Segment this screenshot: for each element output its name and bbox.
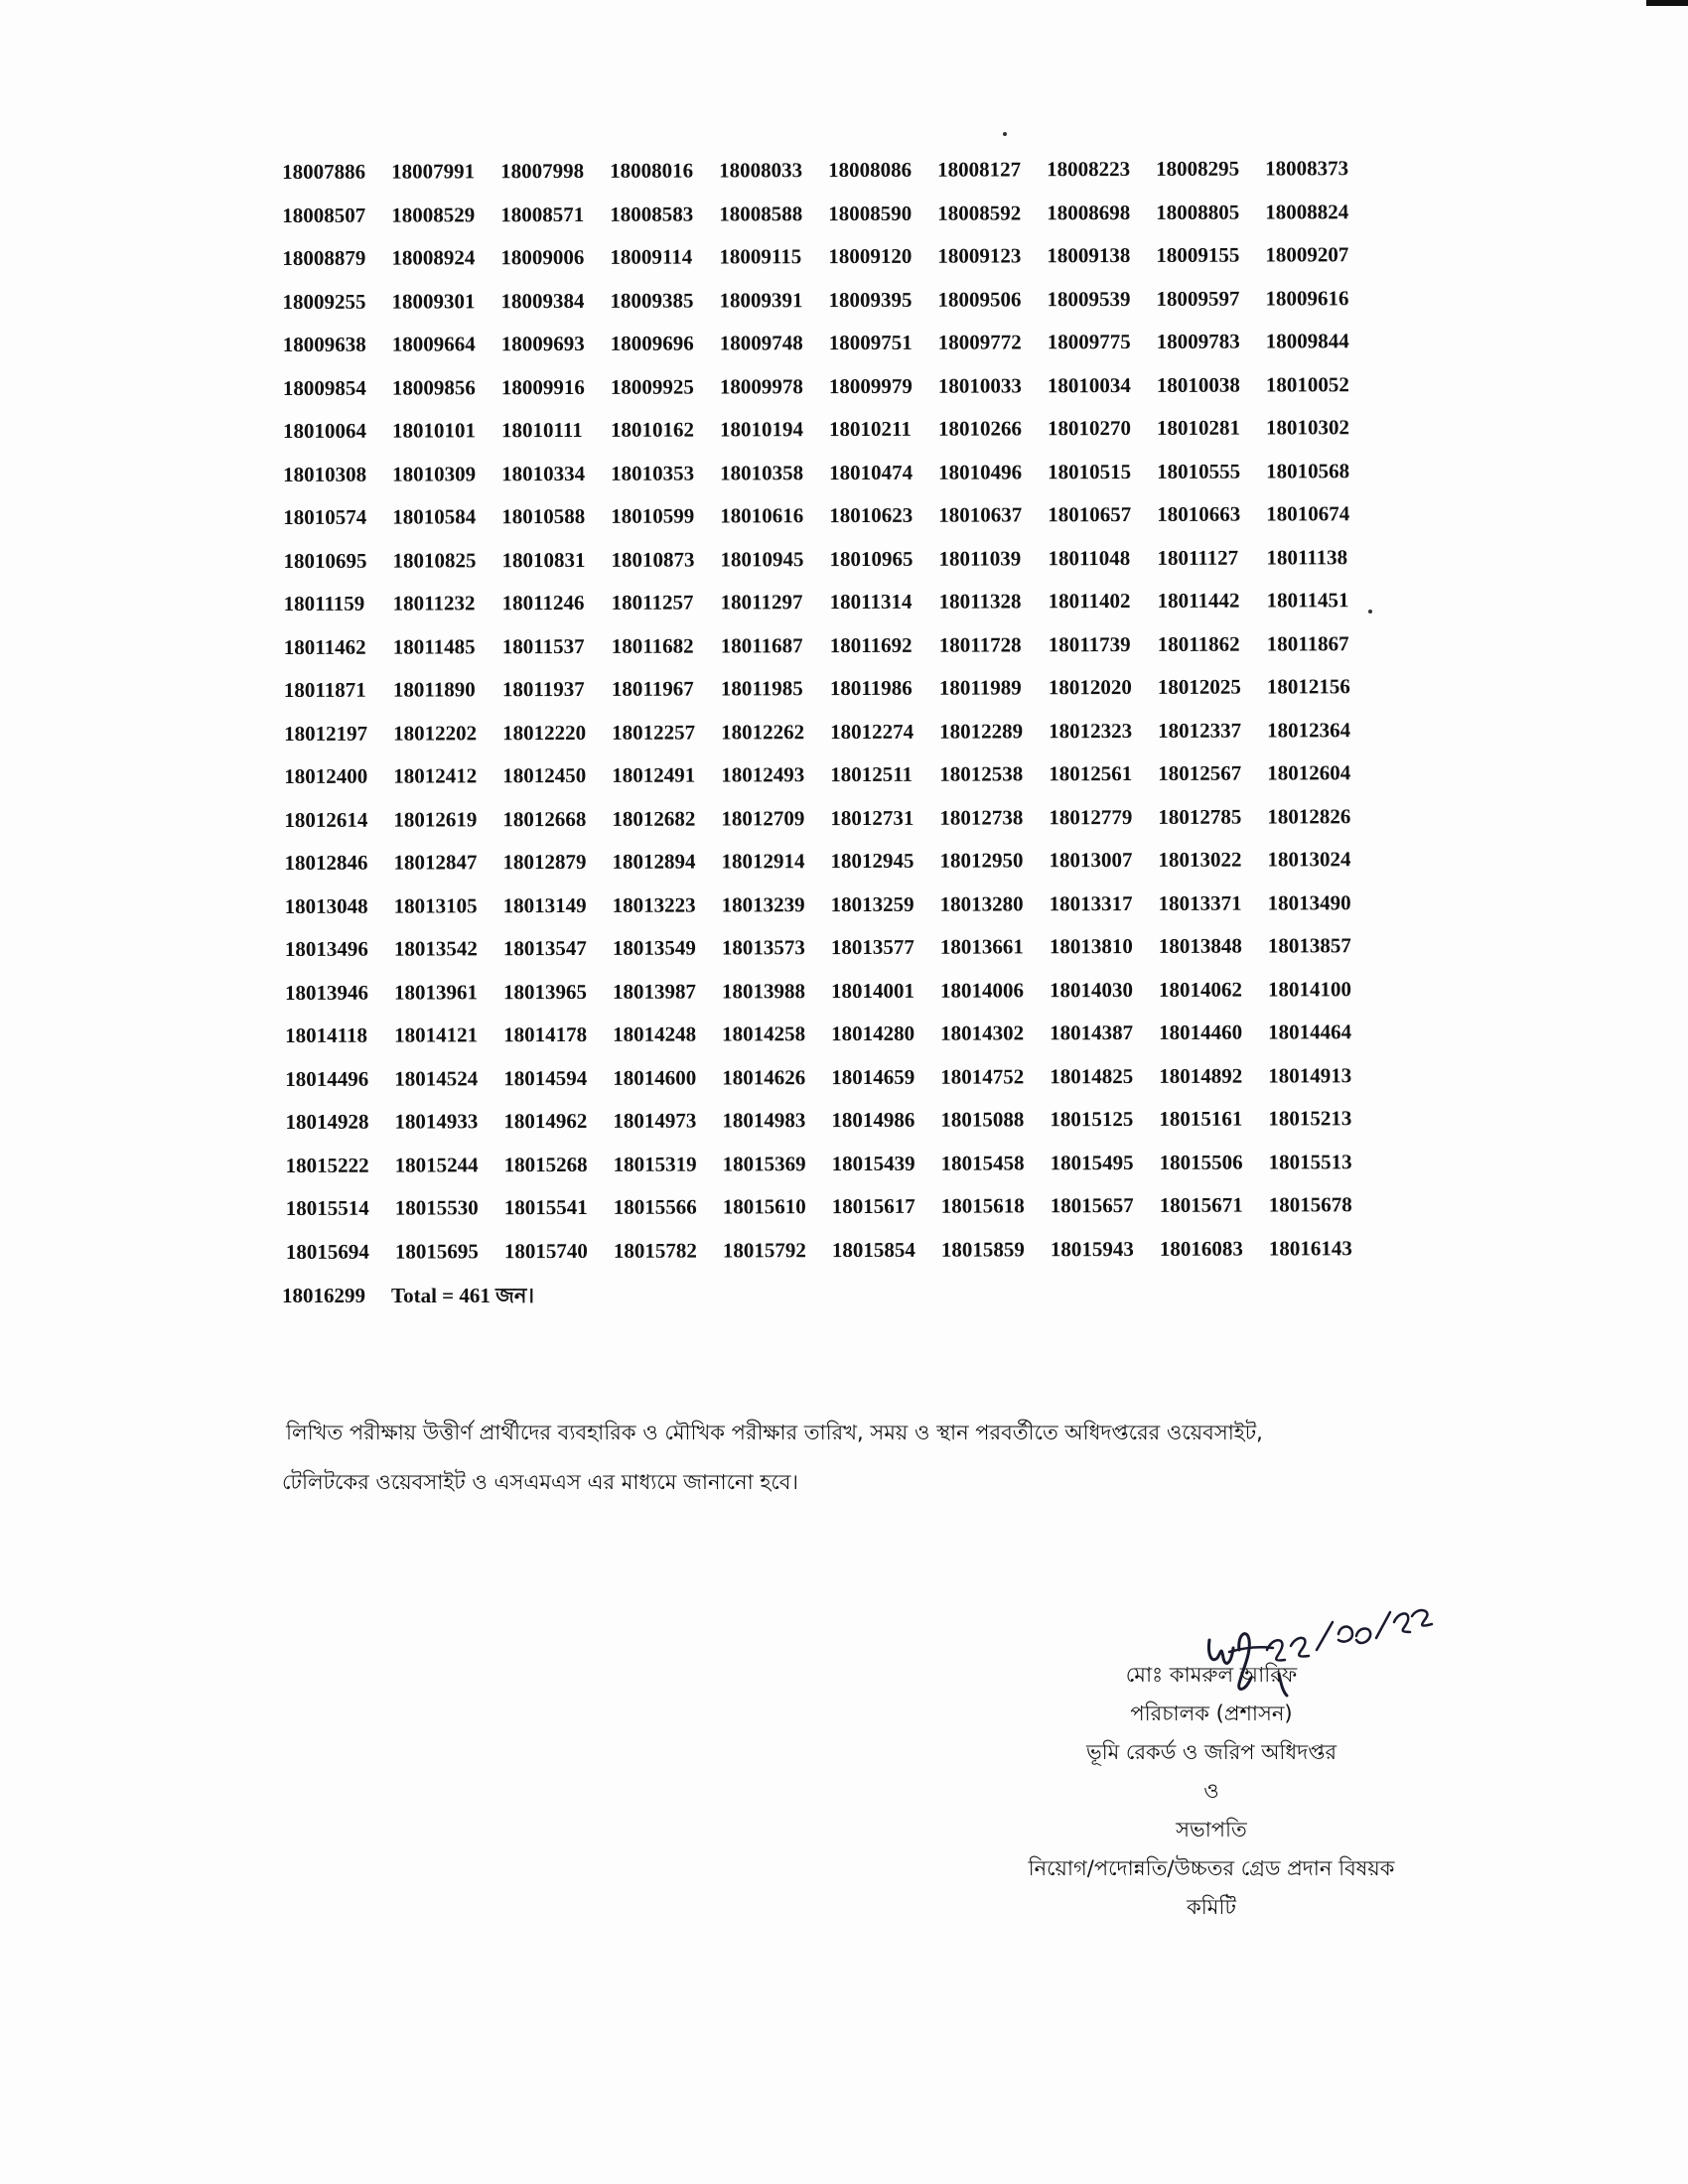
roll-number-cell: 18014006 (939, 977, 1024, 1003)
roll-number-cell: 18011402 (1048, 589, 1131, 614)
roll-number-cell: 18010616 (720, 503, 804, 528)
signatory-role: সভাপতি (1176, 1818, 1247, 1842)
roll-number-cell: 18009748 (719, 331, 803, 355)
roll-number-cell: 18009638 (282, 332, 366, 356)
roll-number-cell: 18009138 (1047, 243, 1131, 268)
roll-number-cell: 18015319 (613, 1152, 697, 1176)
total-line (282, 1275, 534, 1318)
roll-number-cell: 18010695 (283, 548, 367, 573)
roll-number-cell: 18012289 (939, 718, 1024, 744)
roll-number-cell: 18015268 (503, 1152, 588, 1176)
roll-number-cell: 18014626 (722, 1064, 806, 1089)
roll-number-cell: 18012779 (1049, 804, 1133, 829)
roll-number-cell: 18014100 (1267, 976, 1351, 1002)
roll-number-cell: 18011127 (1157, 545, 1239, 570)
roll-number-cell: 18010211 (828, 416, 912, 442)
roll-number-cell: 18011967 (611, 676, 694, 701)
roll-number-cell: 18012538 (939, 761, 1024, 786)
roll-number-cell: 18010584 (392, 504, 477, 529)
roll-number-cell: 18010623 (829, 502, 914, 528)
roll-number-cell: 18008033 (719, 158, 803, 183)
roll-number-cell: 18015513 (1268, 1149, 1352, 1174)
roll-number-cell: 18011985 (720, 676, 803, 701)
roll-number-cell: 18010663 (1157, 501, 1241, 526)
roll-number-cell: 18014001 (830, 978, 914, 1003)
roll-number-cell: 18010825 (392, 547, 477, 573)
roll-number-cell: 18012846 (284, 850, 368, 875)
roll-number-cell: 18009916 (500, 374, 585, 399)
roll-number-cell: 18010515 (1048, 459, 1132, 483)
roll-number-cell: 18012262 (721, 719, 805, 744)
roll-number-cell: 18015617 (831, 1193, 915, 1219)
roll-number-cell: 18014258 (722, 1022, 806, 1046)
roll-number-cell: 18009006 (500, 244, 585, 270)
roll-number-cell: 18013239 (721, 891, 805, 916)
notice-line-2: টেলিটকের ওয়েবসাইট ও এসএমএস এর মাধ্যমে জানানো হবে। (282, 1470, 799, 1494)
roll-number-cell: 18012731 (830, 805, 914, 830)
roll-number-cell: 18010496 (938, 459, 1023, 484)
roll-number-cell: 18012511 (830, 761, 914, 787)
roll-number-cell: 18010358 (720, 460, 804, 484)
roll-number-cell: 18009772 (937, 330, 1022, 354)
roll-number-cell: 18015495 (1050, 1150, 1134, 1174)
roll-number-cell: 18007991 (391, 159, 476, 184)
roll-number-cell: 18012025 (1157, 674, 1241, 699)
roll-number-cell: 18013573 (721, 935, 805, 960)
roll-number-cell: 18013965 (502, 979, 587, 1004)
roll-number-cell: 18009385 (610, 288, 694, 313)
roll-number-cell: 18013371 (1158, 890, 1242, 915)
roll-number-cell: 18014962 (503, 1108, 588, 1134)
signatory-department: ভূমি রেকর্ড ও জরিপ অধিদপ্তর (1085, 1740, 1337, 1764)
roll-number-cell: 18012257 (612, 720, 696, 745)
roll-number-cell: 18016083 (1159, 1236, 1243, 1261)
roll-number-cell: 18010111 (500, 417, 583, 443)
roll-number-cell: 18013317 (1049, 890, 1133, 915)
roll-number-cell: 18009616 (1265, 285, 1349, 311)
roll-number-cell: 18010474 (829, 460, 914, 484)
roll-number-cell: 18009391 (719, 287, 803, 312)
roll-number-cell: 18011039 (938, 545, 1022, 571)
roll-number-cell: 18012450 (502, 762, 587, 788)
roll-number-cell: 18011937 (501, 676, 585, 702)
roll-number-cell: 18012619 (393, 806, 478, 832)
roll-number-cell: 18014280 (831, 1021, 915, 1046)
roll-number-cell: 18015566 (613, 1194, 697, 1219)
roll-number-cell: 18008295 (1156, 156, 1240, 181)
roll-number-cell: 18008583 (610, 202, 694, 226)
roll-number-cell: 18013149 (502, 892, 587, 917)
roll-number-cell: 18016143 (1268, 1235, 1352, 1261)
roll-number-cell: 18013946 (284, 980, 368, 1005)
roll-number-cell: 18009775 (1047, 330, 1131, 354)
roll-number-cell: 18014178 (503, 1022, 588, 1047)
roll-number-cell: 18012274 (830, 719, 914, 744)
roll-number-cell: 18008507 (282, 203, 366, 227)
roll-number-cell: 18011159 (283, 591, 365, 615)
roll-number-cell: 18009925 (610, 374, 694, 399)
roll-number-cell: 18014062 (1158, 977, 1242, 1002)
roll-number-cell: 18011297 (720, 590, 803, 614)
roll-number-cell: 18012020 (1048, 675, 1132, 700)
roll-number-cell: 18014464 (1268, 1020, 1352, 1044)
roll-number-cell: 18010574 (283, 504, 367, 529)
roll-number-cell: 18012847 (393, 850, 478, 875)
roll-number-cell: 18012879 (502, 849, 587, 875)
roll-number-cell: 18015244 (394, 1152, 479, 1177)
roll-number-cell: 18014030 (1049, 977, 1133, 1002)
roll-number-cell: 18008588 (719, 201, 803, 225)
roll-number-cell: 18010599 (611, 503, 695, 528)
roll-number-cell: 18009255 (282, 289, 366, 314)
roll-number-cell: 18012914 (721, 849, 805, 874)
roll-number-cell: 18010945 (720, 546, 804, 571)
roll-number-cell: 18010052 (1265, 371, 1349, 397)
roll-number-cell: 18011862 (1157, 631, 1240, 656)
roll-number-cell: 18011687 (720, 632, 803, 657)
roll-number-cell: 18013961 (393, 979, 478, 1005)
roll-number-cell: 18012491 (612, 762, 696, 787)
roll-number-cell: 18010353 (611, 461, 695, 485)
roll-number-cell: 18008529 (391, 202, 476, 227)
roll-number-cell: 18008924 (391, 245, 476, 270)
roll-number-cell: 18015161 (1159, 1106, 1243, 1131)
roll-number-cell: 18009854 (282, 375, 366, 400)
roll-number-cell: 18013810 (1049, 934, 1133, 959)
roll-number-cell: 18011328 (938, 589, 1022, 614)
roll-number-table (282, 147, 1388, 1274)
roll-number-cell: 18012197 (284, 721, 368, 746)
roll-number-cell: 18009123 (937, 243, 1022, 268)
roll-number-cell: 18012412 (393, 763, 478, 788)
roll-number-cell: 18012364 (1266, 717, 1351, 743)
roll-number-cell: 18010033 (937, 372, 1022, 398)
roll-number-cell: 18012567 (1158, 760, 1242, 785)
roll-number-cell: 18013105 (393, 892, 478, 918)
roll-number-cell: 18014460 (1159, 1020, 1243, 1044)
roll-number-cell: 18012614 (284, 807, 368, 832)
roll-number-cell: 18010309 (392, 461, 477, 486)
roll-number-cell: 18013549 (612, 935, 696, 960)
roll-number-cell: 18008805 (1156, 200, 1240, 224)
roll-number-cell: 18009301 (391, 288, 476, 314)
roll-number-cell: 18015369 (722, 1151, 806, 1175)
roll-number-cell: 18015792 (722, 1237, 806, 1262)
roll-number-cell: 18010034 (1047, 372, 1131, 397)
roll-number-cell: 18010281 (1156, 415, 1241, 440)
roll-number-cell: 18008590 (828, 201, 913, 225)
roll-number-cell: 18013022 (1158, 847, 1242, 872)
roll-number-cell: 18015125 (1050, 1107, 1134, 1132)
roll-number-cell: 18009114 (610, 244, 693, 269)
roll-number-cell: 18011728 (938, 631, 1022, 657)
roll-number-cell: 18013048 (284, 893, 368, 918)
roll-number-cell: 18014248 (613, 1022, 697, 1046)
roll-number-cell: 18009120 (828, 243, 913, 269)
signatory-designation: পরিচালক (প্রশাসন) (1130, 1702, 1293, 1725)
roll-number-cell: 18011314 (829, 589, 913, 614)
roll-number-cell: 18014892 (1159, 1063, 1243, 1088)
roll-number-cell: 18011257 (611, 590, 694, 614)
roll-number-cell: 18009978 (719, 373, 803, 398)
roll-number-cell: 18009783 (1156, 329, 1240, 353)
roll-number-cell: 18015782 (613, 1238, 697, 1263)
roll-number-cell: 18008698 (1047, 200, 1131, 224)
signatory-name: মোঃ কামরুল আরিফ (1125, 1663, 1298, 1687)
roll-number-cell: 18008879 (282, 245, 366, 270)
roll-number-cell: 18008571 (500, 202, 585, 226)
notice-paragraph (282, 1408, 1404, 1507)
roll-number-cell: 18009384 (500, 288, 585, 313)
roll-number-cell: 18015740 (503, 1238, 588, 1263)
roll-number-cell: 18014387 (1050, 1021, 1134, 1045)
roll-number-cell: 18010873 (611, 547, 695, 572)
roll-number-cell: 18013542 (393, 936, 478, 961)
roll-number-cell: 18009664 (391, 332, 476, 356)
roll-number-cell: 18013496 (284, 936, 368, 961)
roll-number-cell: 18008086 (828, 157, 913, 183)
roll-number-cell: 18013577 (830, 934, 914, 960)
roll-number-cell: 18013024 (1267, 847, 1351, 872)
roll-number-cell: 18011867 (1266, 630, 1349, 656)
roll-number-cell: 18015671 (1159, 1192, 1243, 1217)
roll-number-cell: 18010302 (1265, 415, 1350, 440)
roll-number-cell: 18011442 (1157, 588, 1240, 613)
roll-number-cell: 18009856 (391, 374, 476, 400)
roll-number-cell: 18012709 (721, 805, 805, 830)
notice-line-1: লিখিত পরীক্ষায় উত্তীর্ণ প্রার্থীদের ব্যবহারিক ও মৌখিক পরীক্ষার তারিখ, সময় ও স্থান পরবর্তীতে অধিদপ্তরের ওয়েবসাইট, (286, 1421, 1263, 1444)
roll-number-cell: 18011246 (501, 590, 585, 615)
roll-number-cell: 18015610 (722, 1194, 806, 1219)
roll-number-cell: 18011048 (1048, 545, 1131, 570)
roll-number-cell: 18010270 (1047, 416, 1132, 441)
roll-number-cell: 18015514 (285, 1195, 369, 1220)
roll-number-cell: 18009115 (719, 244, 802, 269)
roll-number-cell: 18013223 (612, 892, 696, 917)
roll-number-cell: 18009539 (1047, 286, 1131, 311)
roll-number-cell: 18009395 (828, 287, 913, 312)
roll-number-cell: 18011232 (392, 591, 476, 615)
roll-number-cell: 18012220 (502, 720, 587, 745)
signatory-block (953, 1656, 1470, 1927)
roll-number-cell: 18010555 (1157, 459, 1241, 483)
roll-number-cell: 18014594 (503, 1065, 588, 1090)
roll-number-cell: 18014973 (613, 1108, 697, 1133)
roll-number-cell: 18014302 (940, 1021, 1025, 1045)
roll-number-cell: 18010831 (501, 547, 586, 572)
roll-number-cell: 18010965 (829, 546, 914, 571)
roll-number-cell: 18007998 (500, 158, 585, 184)
roll-number-cell: 18012337 (1158, 718, 1242, 743)
roll-number-cell: 18009693 (500, 331, 585, 356)
roll-number-cell: 18014118 (285, 1023, 367, 1047)
roll-number-cell: 18013848 (1158, 933, 1242, 958)
roll-number-cell: 18012604 (1267, 760, 1351, 785)
roll-number-cell: 18014600 (613, 1065, 697, 1090)
roll-number-cell: 18009844 (1265, 329, 1349, 353)
roll-number-cell: 18015678 (1268, 1192, 1352, 1217)
roll-number-cell: 18012668 (502, 806, 587, 831)
roll-number-cell: 18014933 (394, 1109, 479, 1134)
roll-number-cell: 18014752 (940, 1063, 1025, 1089)
roll-number-cell: 18012826 (1267, 803, 1351, 829)
roll-number-cell: 18015088 (940, 1107, 1025, 1132)
total-count: Total = 461 জন। (391, 1284, 534, 1307)
roll-number-cell: 18008373 (1265, 156, 1349, 181)
roll-number-cell: 18010194 (719, 417, 804, 442)
roll-number-cell: 18011871 (283, 677, 366, 702)
roll-number-cell: 18011537 (501, 633, 585, 658)
roll-number-cell: 18008223 (1047, 157, 1131, 182)
roll-number-cell: 18014928 (285, 1109, 369, 1134)
committee-line-1: নিয়োগ/পদোন্নতি/উচ্চতর গ্রেড প্রদান বিষয়ক (1028, 1856, 1395, 1880)
roll-number-cell: 18010064 (282, 418, 367, 443)
roll-number-cell: 18010162 (610, 417, 695, 442)
roll-number-cell: 18012323 (1049, 718, 1133, 743)
roll-number-cell: 18015530 (394, 1195, 479, 1220)
roll-number-cell: 18010038 (1156, 372, 1240, 397)
roll-number-cell: 18011989 (938, 675, 1022, 700)
roll-number-cell: 18013280 (939, 890, 1024, 916)
roll-number-cell: 18013259 (830, 891, 914, 916)
roll-number-cell: 18007886 (282, 159, 366, 184)
roll-number-cell: 18009155 (1156, 242, 1240, 267)
roll-number-cell: 18008016 (610, 158, 694, 183)
committee-line-2: কমিটি (1187, 1895, 1236, 1919)
roll-number-cell: 18014659 (831, 1064, 915, 1089)
roll-number-cell: 18016299 (282, 1284, 365, 1307)
roll-number-cell: 18015213 (1268, 1106, 1352, 1131)
roll-number-cell: 18008127 (937, 157, 1022, 182)
roll-number-cell: 18012894 (612, 849, 696, 874)
roll-number-cell: 18015541 (503, 1194, 588, 1220)
roll-number-cell: 18012950 (939, 848, 1024, 873)
roll-number-cell: 18015618 (940, 1193, 1025, 1218)
roll-number-cell: 18014986 (831, 1107, 915, 1133)
scan-corner-mark (1646, 0, 1688, 6)
roll-number-cell: 18012156 (1266, 674, 1350, 699)
roll-number-cell: 18011692 (829, 632, 913, 657)
roll-number-cell: 18010266 (937, 416, 1023, 441)
roll-number-cell: 18012785 (1158, 804, 1242, 829)
roll-number-cell: 18011462 (283, 634, 366, 659)
roll-number-cell: 18015854 (831, 1237, 915, 1262)
roll-number-cell: 18012493 (721, 762, 805, 787)
roll-number-cell: 18014983 (722, 1108, 806, 1133)
roll-number-cell: 18013988 (721, 978, 805, 1003)
roll-number-cell: 18012202 (393, 720, 478, 746)
roll-number-cell: 18011485 (392, 633, 476, 659)
roll-number-cell: 18013007 (1049, 848, 1133, 873)
roll-number-cell: 18009979 (828, 373, 913, 398)
roll-number-cell: 18013547 (502, 935, 587, 961)
roll-number-cell: 18015694 (285, 1239, 369, 1264)
roll-number-cell: 18014524 (394, 1065, 479, 1091)
roll-number-cell: 18014496 (285, 1066, 369, 1091)
roll-number-cell: 18012400 (284, 763, 368, 788)
roll-number-cell: 18012945 (830, 848, 914, 874)
roll-number-cell: 18015458 (940, 1150, 1025, 1175)
roll-number-cell: 18011682 (611, 633, 694, 658)
roll-number-cell: 18015506 (1159, 1150, 1243, 1174)
roll-number-cell: 18009696 (610, 331, 694, 355)
roll-number-cell: 18013661 (939, 934, 1024, 959)
roll-number-cell: 18008824 (1265, 199, 1349, 224)
scan-speck (1003, 132, 1007, 136)
signatory-conjunction: ও (1203, 1779, 1219, 1803)
roll-number-cell: 18015657 (1050, 1193, 1134, 1218)
roll-number-cell: 18010588 (501, 503, 586, 529)
roll-number-cell: 18010334 (501, 461, 586, 485)
roll-number-cell: 18010568 (1266, 458, 1350, 483)
roll-number-cell: 18015439 (831, 1151, 915, 1175)
roll-number-cell: 18013987 (612, 979, 696, 1004)
roll-number-cell: 18008592 (937, 200, 1022, 225)
roll-number-cell: 18010637 (938, 502, 1023, 527)
roll-number-cell: 18014121 (394, 1023, 479, 1047)
roll-number-cell: 18015695 (394, 1238, 479, 1264)
roll-number-cell: 18014913 (1268, 1062, 1352, 1088)
roll-number-cell: 18009506 (937, 286, 1022, 312)
roll-number-cell: 18015222 (285, 1153, 369, 1177)
roll-number-cell: 18015859 (940, 1236, 1025, 1262)
roll-number-cell: 18010101 (391, 418, 477, 443)
roll-number-cell: 18011451 (1266, 588, 1349, 613)
roll-number-cell: 18010657 (1048, 502, 1132, 527)
roll-number-cell: 18009597 (1156, 286, 1240, 311)
roll-number-cell: 18010308 (283, 462, 367, 486)
roll-number-cell: 18011739 (1048, 631, 1131, 656)
roll-number-cell: 18012682 (612, 806, 696, 831)
roll-number-cell: 18011138 (1266, 544, 1348, 570)
roll-number-cell: 18015943 (1050, 1236, 1134, 1261)
roll-number-cell: 18009207 (1265, 242, 1349, 267)
roll-number-cell: 18013490 (1267, 889, 1351, 915)
roll-number-cell: 18010674 (1266, 501, 1350, 526)
roll-number-cell: 18013857 (1267, 933, 1351, 958)
roll-number-cell: 18014825 (1050, 1063, 1134, 1088)
roll-number-cell: 18011986 (829, 675, 913, 701)
roll-number-cell: 18012738 (939, 804, 1024, 830)
roll-number-cell: 18012561 (1049, 761, 1133, 786)
roll-number-cell: 18011890 (392, 677, 476, 702)
roll-number-cell: 18009751 (828, 330, 913, 355)
